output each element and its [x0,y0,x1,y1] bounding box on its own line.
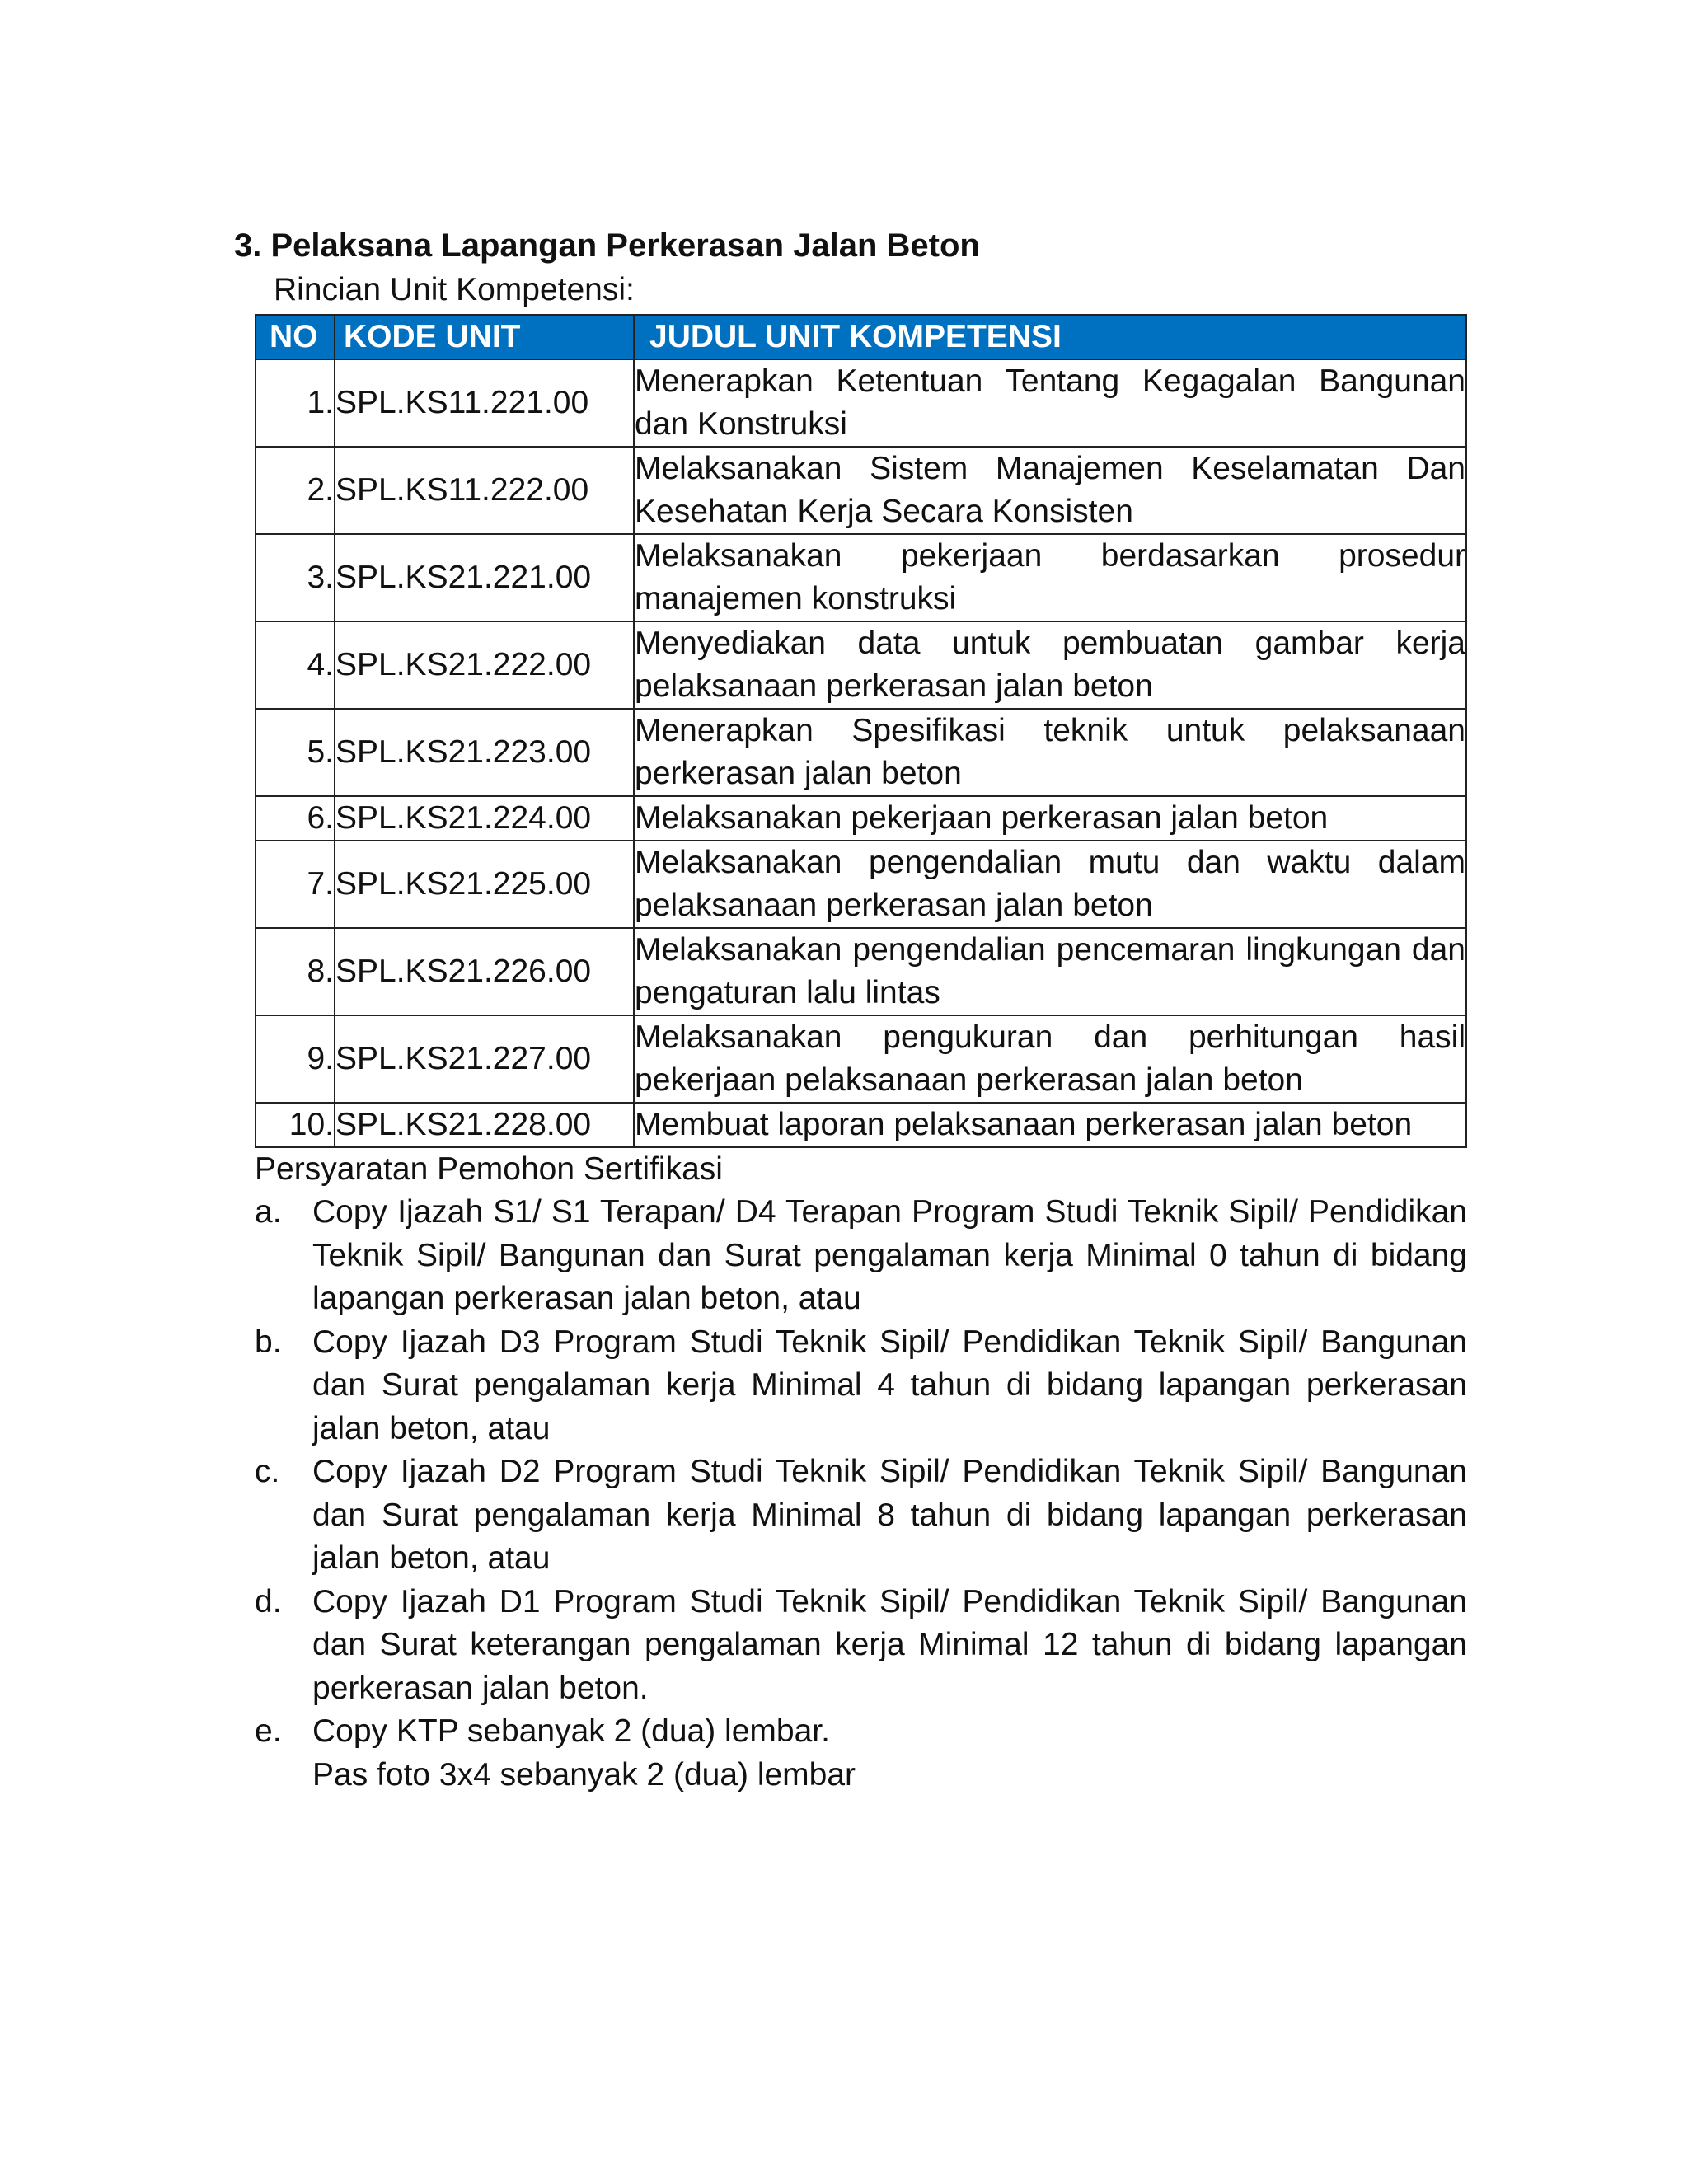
row-code: SPL.KS21.227.00 [335,1015,634,1103]
row-title: Melaksanakan pengendalian pencemaran lingkungan dan pengaturan lalu lintas [634,928,1466,1015]
row-no: 7. [256,841,335,928]
list-item-text: Copy KTP sebanyak 2 (dua) lembar. [312,1713,830,1749]
list-item-text: Copy Ijazah D3 Program Studi Teknik Sipil/ Pendidikan Teknik Sipil/ Bangunan dan Surat pengalaman kerja Minimal 4 tahun di bidang lapangan perkerasan jalan beton, atau [312,1324,1467,1446]
row-code: SPL.KS21.223.00 [335,709,634,796]
row-title: Menerapkan Spesifikasi teknik untuk pelaksanaan perkerasan jalan beton [634,709,1466,796]
requirements-title: Persyaratan Pemohon Sertifikasi [255,1151,723,1187]
table-row [256,359,1466,447]
list-item-letter: d. [255,1583,282,1619]
row-no: 2. [256,447,335,534]
table-row [256,1015,1466,1103]
list-item [255,1581,1467,1711]
row-title: Melaksanakan Sistem Manajemen Keselamatan Dan Kesehatan Kerja Secara Konsisten [634,447,1466,534]
table-row [256,796,1466,841]
section-subtitle: Rincian Unit Kompetensi: [274,272,635,307]
row-title: Menyediakan data untuk pembuatan gambar kerja pelaksanaan perkerasan jalan beton [634,621,1466,709]
list-item-text: Copy Ijazah S1/ S1 Terapan/ D4 Terapan Program Studi Teknik Sipil/ Pendidikan Teknik Sipil/ Bangunan dan Surat pengalaman kerja Minimal 0 tahun di bidang lapangan perkerasan jalan beton, atau [312,1194,1467,1316]
list-item-text: Copy Ijazah D1 Program Studi Teknik Sipil/ Pendidikan Teknik Sipil/ Bangunan dan Surat keterangan pengalaman kerja Minimal 12 tahun di bidang lapangan perkerasan jalan beton. [312,1583,1467,1706]
row-no: 10. [256,1103,335,1147]
table-row [256,928,1466,1015]
header-title: JUDUL UNIT KOMPETENSI [634,315,1466,359]
row-no: 4. [256,621,335,709]
table-row [256,709,1466,796]
table-row [256,621,1466,709]
header-code: KODE UNIT [335,315,634,359]
list-item-letter: c. [255,1454,280,1489]
requirements-list [255,1191,1467,1797]
competency-unit-table [255,314,1467,1148]
row-code: SPL.KS11.222.00 [335,447,634,534]
row-code: SPL.KS21.226.00 [335,928,634,1015]
row-no: 3. [256,534,335,621]
row-no: 9. [256,1015,335,1103]
row-no: 5. [256,709,335,796]
row-code: SPL.KS21.222.00 [335,621,634,709]
row-no: 8. [256,928,335,1015]
row-title: Melaksanakan pengendalian mutu dan waktu dalam pelaksanaan perkerasan jalan beton [634,841,1466,928]
table-row [256,447,1466,534]
list-item-letter: b. [255,1324,282,1360]
list-item [255,1451,1467,1581]
table-row [256,534,1466,621]
row-title: Melaksanakan pengukuran dan perhitungan hasil pekerjaan pelaksanaan perkerasan jalan beton [634,1015,1466,1103]
table-header-row [256,315,1466,359]
list-item [255,1191,1467,1321]
list-item [255,1321,1467,1451]
section-title: 3. Pelaksana Lapangan Perkerasan Jalan Beton [234,227,980,264]
row-title: Menerapkan Ketentuan Tentang Kegagalan Bangunan dan Konstruksi [634,359,1466,447]
row-code: SPL.KS11.221.00 [335,359,634,447]
row-no: 1. [256,359,335,447]
header-no: NO [256,315,335,359]
list-item-text: Copy Ijazah D2 Program Studi Teknik Sipil/ Pendidikan Teknik Sipil/ Bangunan dan Surat pengalaman kerja Minimal 8 tahun di bidang lapangan perkerasan jalan beton, atau [312,1454,1467,1576]
row-code: SPL.KS21.224.00 [335,796,634,841]
row-no: 6. [256,796,335,841]
table-row [256,841,1466,928]
list-item-letter: e. [255,1713,282,1749]
row-code: SPL.KS21.221.00 [335,534,634,621]
list-item [255,1710,1467,1754]
row-title: Melaksanakan pekerjaan berdasarkan prosedur manajemen konstruksi [634,534,1466,621]
table-row [256,1103,1466,1147]
row-code: SPL.KS21.228.00 [335,1103,634,1147]
list-item-extra-line: Pas foto 3x4 sebanyak 2 (dua) lembar [312,1756,856,1793]
row-code: SPL.KS21.225.00 [335,841,634,928]
row-title: Membuat laporan pelaksanaan perkerasan jalan beton [634,1103,1466,1147]
list-item-letter: a. [255,1194,282,1230]
row-title: Melaksanakan pekerjaan perkerasan jalan beton [634,796,1466,841]
